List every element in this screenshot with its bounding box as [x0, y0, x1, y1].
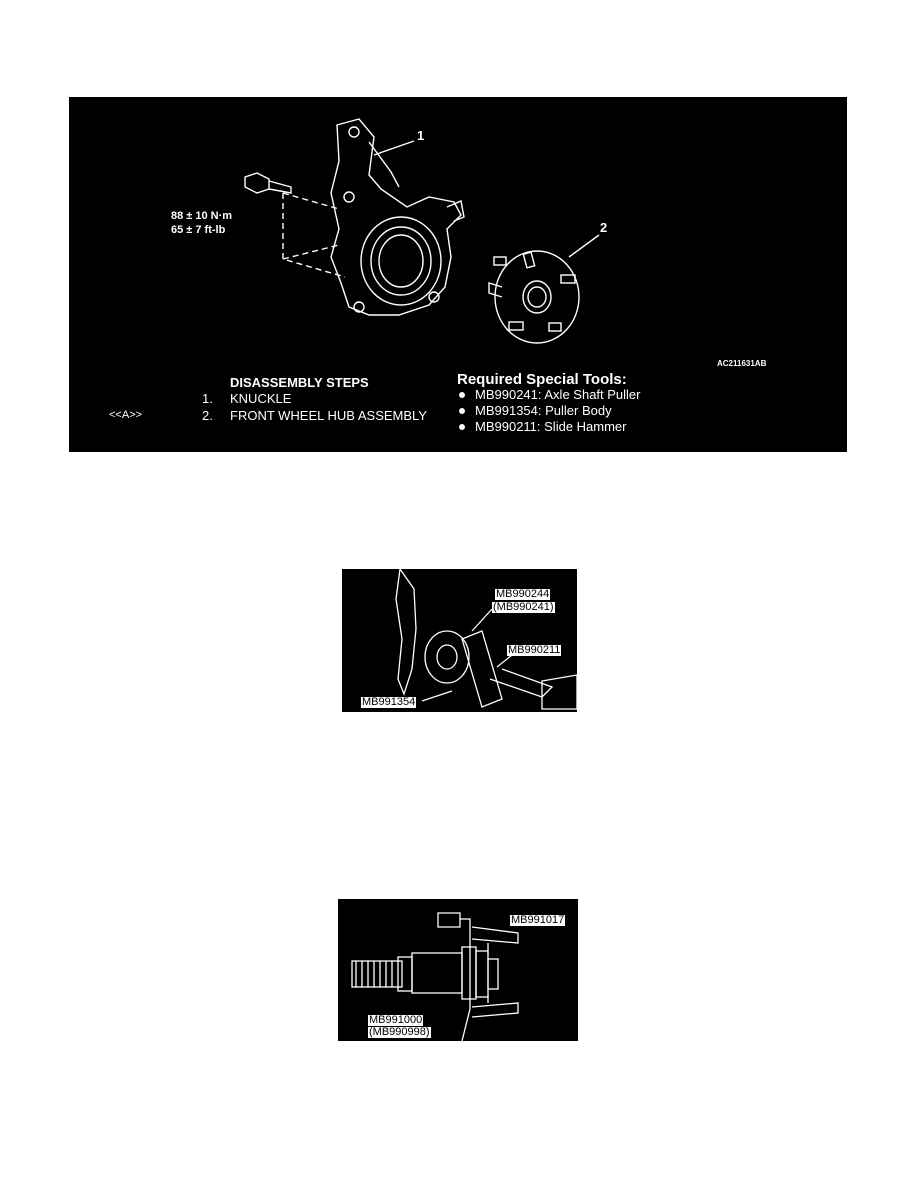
torque-ftlb: 65 ± 7 ft-lb [171, 224, 226, 236]
step-2-number: 2. [202, 408, 213, 423]
step-2-marker: <<A>> [109, 409, 143, 421]
bullet-icon [459, 408, 465, 414]
step-1-label: KNUCKLE [230, 391, 292, 406]
tools-list [455, 387, 641, 435]
figure-code: AC211631AB [717, 359, 767, 368]
label-puller-body: MB991354 [362, 696, 416, 708]
label-bottom-tool: MB991000 [369, 1014, 423, 1026]
step-1-number: 1. [202, 391, 213, 406]
steps-heading: DISASSEMBLY STEPS [230, 375, 369, 390]
hub-removal-figure [342, 569, 577, 712]
torque-nm: 88 ± 10 N·m [171, 210, 233, 222]
step-2-label: FRONT WHEEL HUB ASSEMBLY [230, 408, 427, 423]
label-tool-a-alt: (MB990241) [493, 601, 554, 613]
hub-press-figure [338, 899, 578, 1041]
tool-item: MB990241: Axle Shaft Puller [455, 387, 641, 403]
tool-item: MB990211: Slide Hammer [455, 419, 641, 435]
label-tool-a: MB990244 [496, 588, 550, 600]
label-slide-hammer: MB990211 [508, 644, 561, 656]
bullet-icon [459, 424, 465, 430]
callout-1: 1 [417, 128, 425, 143]
bullet-icon [459, 392, 465, 398]
tool-item: MB991354: Puller Body [455, 403, 641, 419]
tools-heading: Required Special Tools: [457, 371, 627, 388]
label-bottom-tool-alt: (MB990998) [369, 1026, 430, 1038]
disassembly-figure [69, 97, 847, 452]
callout-2: 2 [600, 220, 608, 235]
label-top-tool: MB991017 [511, 914, 565, 926]
